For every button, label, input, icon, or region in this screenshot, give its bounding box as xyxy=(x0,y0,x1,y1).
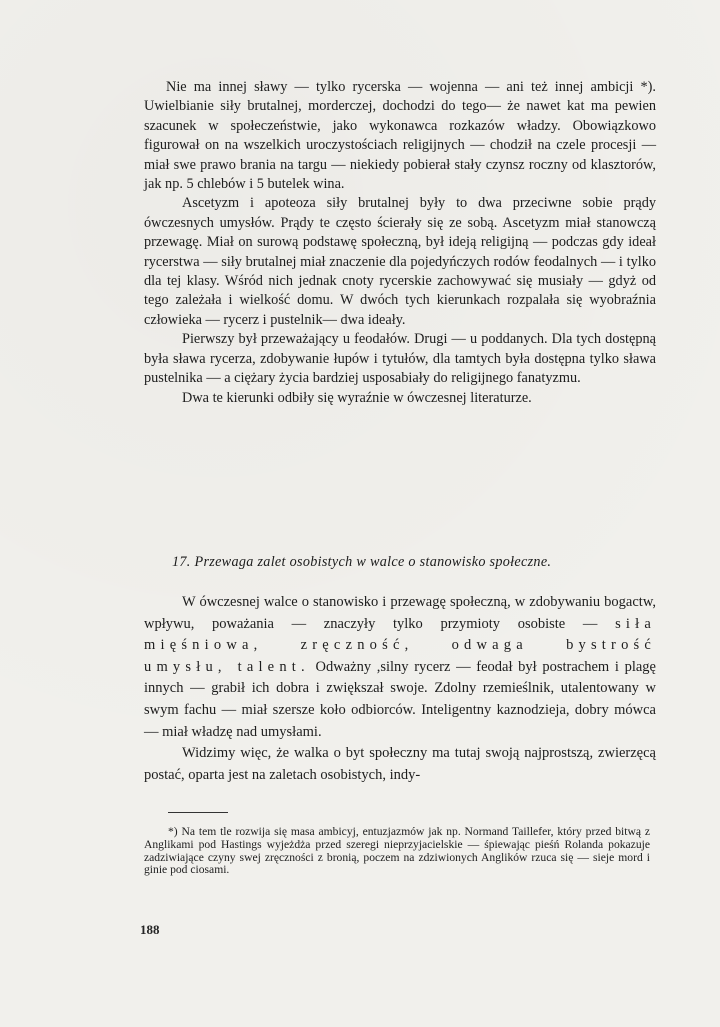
section-paragraph-2: Widzimy więc, że walka o byt społeczny ma tutaj swoją najprostszą, zwierzęcą postać, oparta jest na zaletach osobistych, indy- xyxy=(144,745,656,783)
section-heading: 17. Przewaga zalet osobistych w walce o stanowisko społeczne. xyxy=(172,554,552,570)
paragraph-1: Nie ma innej sławy — tylko rycerska — wojenna — ani też innej ambicji *). Uwielbianie siły brutalnej, morderczej, dochodzi do tego— że nawet kat ma pewien szacunek w społeczeństwie, jako wykonawca rozkazów władzy. Obowiązkowo figurował on na wszelkich uroczystościach religijnych — chodził na czele procesji — miał swe prawo brania na targu — niekiedy pobierał stały czynsz roczny od klasztorów, jak np. 5 chlebów i 5 butelek wina. xyxy=(144,79,656,193)
paragraph-4: Dwa te kierunki odbiły się wyraźnie w ówczesnej literaturze. xyxy=(182,389,532,406)
section-paragraph-1 xyxy=(144,592,656,743)
paragraph-2: Ascetyzm i apoteoza siły brutalnej były to dwa przeciwne sobie prądy ówczesnych umysłów. Prądy te często ścierały się ze sobą. Ascetyzm miał stanowczą przewagę. Miał on surową podstawę społeczną, był ideją religijną — podczas gdy ideał rycerstwa — siły brutalnej miał znaczenie dla pojedyńczych rodów feodalnych — i tylko dla tej klasy. Wśród nich jednak cnoty rycerskie zachowywać się musiały — gdyż od tego zależała i wielkość domu. W dwóch tych kierunkach rozpalała się wyobraźnia człowieka — rycerz i pustelnik— dwa ideały. xyxy=(144,195,656,328)
section-paragraph-1-end: Odważny ,silny rycerz — feodał był postrachem i plagę innych — grabił ich dobra i zwiększał swoje. Zdolny rzemieślnik, utalentowany w swym fachu — miał szersze koło odbiorców. Inteligentny kaznodzieja, dobry mówca — miał władzę nad umysłami. xyxy=(144,658,656,740)
footnote: *) Na tem tle rozwija się masa ambicyj, entuzjazmów jak np. Normand Taillefer, który przed bitwą z Anglikami pod Hastings wyjeżdża przed szeregi nieprzyjacielskie — śpiewając pieśń Rolanda pokazuje zadziwiające czyny swej zręczności z bronią, poczem na zdziwionych Anglików rzuca się — sieje mord i ginie pod ciosami. xyxy=(144,825,650,877)
paragraph-3: Pierwszy był przeważający u feodałów. Drugi — u poddanych. Dla tych dostępną była sława rycerza, zdobywanie łupów i tytułów, dla tamtych była dostępna tylko sława pustelnika — a ciężary życia bardziej usposabiały do religijnego fanatyzmu. xyxy=(144,331,656,387)
page-number: 188 xyxy=(140,922,160,937)
section-text xyxy=(144,592,656,786)
footnote-divider xyxy=(168,812,228,813)
section-paragraph-1-start: W ówczesnej walce o stanowisko i przewagę społeczną, w zdobywaniu bogactw, wpływu, poważania — znaczyły tylko przymioty osobiste — xyxy=(144,594,656,632)
spaced-qualities: siła mięśniowa, zręczność, odwaga bystrość umysłu, talent. xyxy=(144,615,656,675)
main-text xyxy=(144,78,656,408)
